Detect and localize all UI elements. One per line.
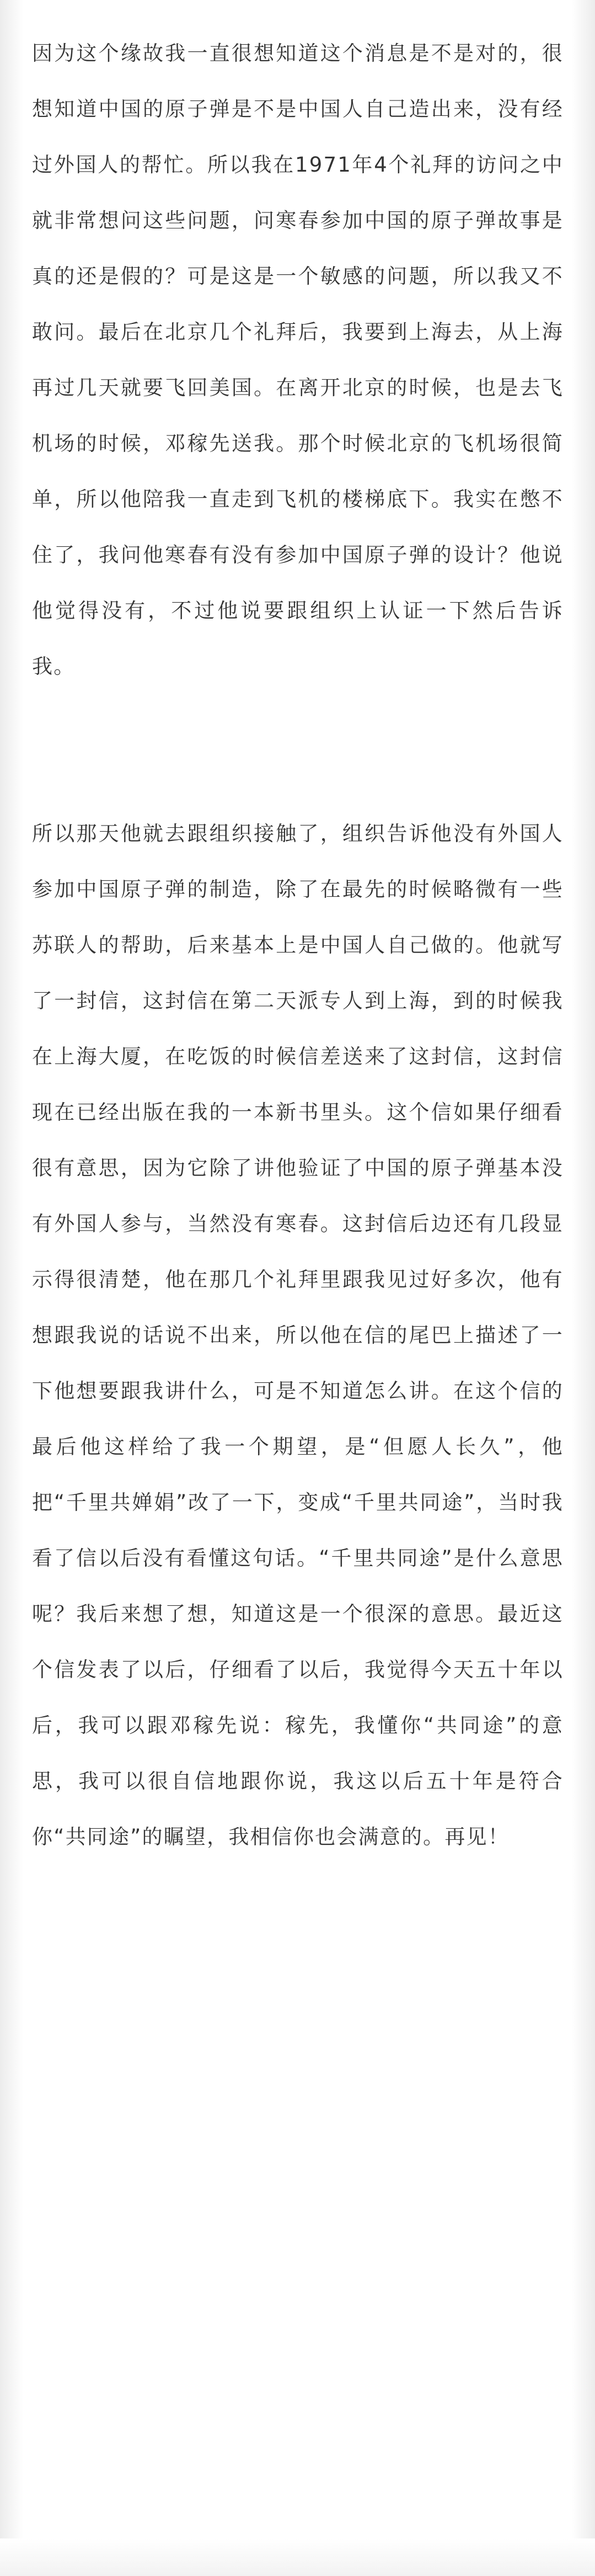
bottom-page-shadow — [0, 2538, 595, 2576]
article-body — [32, 25, 564, 1865]
article-paragraph-1: 因为这个缘故我一直很想知道这个消息是不是对的，很想知道中国的原子弹是不是中国人自己造出来，没有经过外国人的帮忙。所以我在1971年4个礼拜的访问之中就非常想问这些问题，问寒春参加中国的原子弹故事是真的还是假的？可是这是一个敏感的问题，所以我又不敢问。最后在北京几个礼拜后，我要到上海去，从上海再过几天就要飞回美国。在离开北京的时候，也是去飞机场的时候，邓稼先送我。那个时候北京的飞机场很简单，所以他陪我一直走到飞机的楼梯底下。我实在憋不住了，我问他寒春有没有参加中国原子弹的设计？他说他觉得没有，不过他说要跟组织上认证一下然后告诉我。 — [32, 41, 564, 678]
right-page-shadow — [572, 0, 595, 2576]
article-paragraph-2: 所以那天他就去跟组织接触了，组织告诉他没有外国人参加中国原子弹的制造，除了在最先的时候略微有一些苏联人的帮助，后来基本上是中国人自己做的。他就写了一封信，这封信在第二天派专人到上海，到的时候我在上海大厦，在吃饭的时候信差送来了这封信，这封信现在已经出版在我的一本新书里头。这个信如果仔细看很有意思，因为它除了讲他验证了中国的原子弹基本没有外国人参与，当然没有寒春。这封信后边还有几段显示得很清楚，他在那几个礼拜里跟我见过好多次，他有想跟我说的话说不出来，所以他在信的尾巴上描述了一下他想要跟我讲什么，可是不知道怎么讲。在这个信的最后他这样给了我一个期望，是“但愿人长久”，他把“千里共婵娟”改了一下，变成“千里共同途”，当时我看了信以后没有看懂这句话。“千里共同途”是什么意思呢？我后来想了想，知道这是一个很深的意思。最近这个信发表了以后，仔细看了以后，我觉得今天五十年以后，我可以跟邓稼先说：稼先，我懂你“共同途”的意思，我可以很自信地跟你说，我这以后五十年是符合你“共同途”的瞩望，我相信你也会满意的。再见！ — [32, 822, 564, 1849]
left-page-shadow — [0, 0, 23, 2576]
